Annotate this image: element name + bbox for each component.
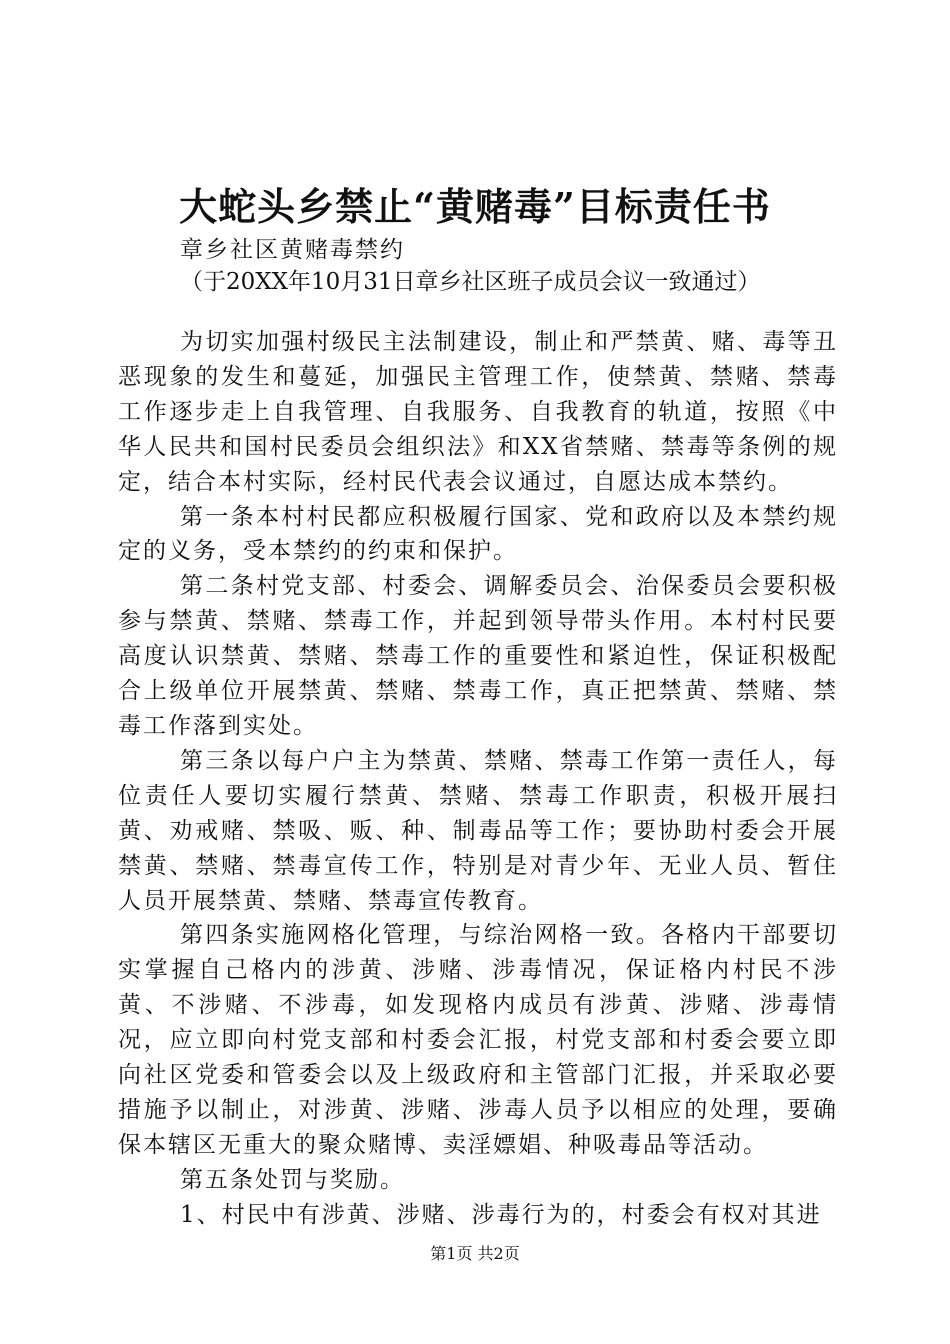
paragraph-article-5-item-1: 1、村民中有涉黄、涉赌、涉毒行为的，村委会有权对其进	[180, 1201, 822, 1228]
paragraph-article-1: 第一条本村村民都应积极履行国家、党和政府以及本禁约规定的义务，受本禁约的约束和保护。	[118, 503, 838, 565]
paragraph-preamble: 为切实加强村级民主法制建设，制止和严禁黄、赌、毒等丑恶现象的发生和蔓延，加强民主管理工作，使禁黄、禁赌、禁毒工作逐步走上自我管理、自我服务、自我教育的轨道，按照《中华人民共和国村民委员会组织法》和XX省禁赌、禁毒等条例的规定，结合本村实际，经村民代表会议通过，自愿达成本禁约。	[118, 329, 838, 495]
document-title: 大蛇头乡禁止“黄赌毒”目标责任书	[179, 184, 771, 229]
document-body	[118, 325, 838, 1233]
paragraph-article-4: 第四条实施网格化管理，与综治网格一致。各格内干部要切实掌握自己格内的涉黄、涉赌、涉毒情况，保证格内村民不涉黄、不涉赌、不涉毒，如发现格内成员有涉黄、涉赌、涉毒情况，应立即向村党支部和村委会汇报，村党支部和村委会要立即向社区党委和管委会以及上级政府和主管部门汇报，并采取必要措施予以制止，对涉黄、涉赌、涉毒人员予以相应的处理，要确保本辖区无重大的聚众赌博、卖淫嫖娼、种吸毒品等活动。	[118, 922, 838, 1158]
paragraph-article-5: 第五条处罚与奖励。	[180, 1166, 405, 1193]
paragraph-article-2: 第二条村党支部、村委会、调解委员会、治保委员会要积极参与禁黄、禁赌、禁毒工作，并起到领导带头作用。本村村民要高度认识禁黄、禁赌、禁毒工作的重要性和紧迫性，保证积极配合上级单位开展禁黄、禁赌、禁毒工作，真正把禁黄、禁赌、禁毒工作落到实处。	[118, 573, 838, 739]
document-subtitle: 章乡社区黄赌毒禁约	[180, 237, 405, 263]
page-indicator: 第1页 共2页	[430, 1244, 520, 1263]
adoption-note: （于20XX年10月31日章乡社区班子成员会议一致通过）	[180, 269, 761, 295]
paragraph-article-3: 第三条以每户户主为禁黄、禁赌、禁毒工作第一责任人，每位责任人要切实履行禁黄、禁赌、禁毒工作职责，积极开展扫黄、劝戒赌、禁吸、贩、种、制毒品等工作；要协助村委会开展禁黄、禁赌、禁毒宣传工作，特别是对青少年、无业人员、暂住人员开展禁黄、禁赌、禁毒宣传教育。	[118, 747, 838, 914]
